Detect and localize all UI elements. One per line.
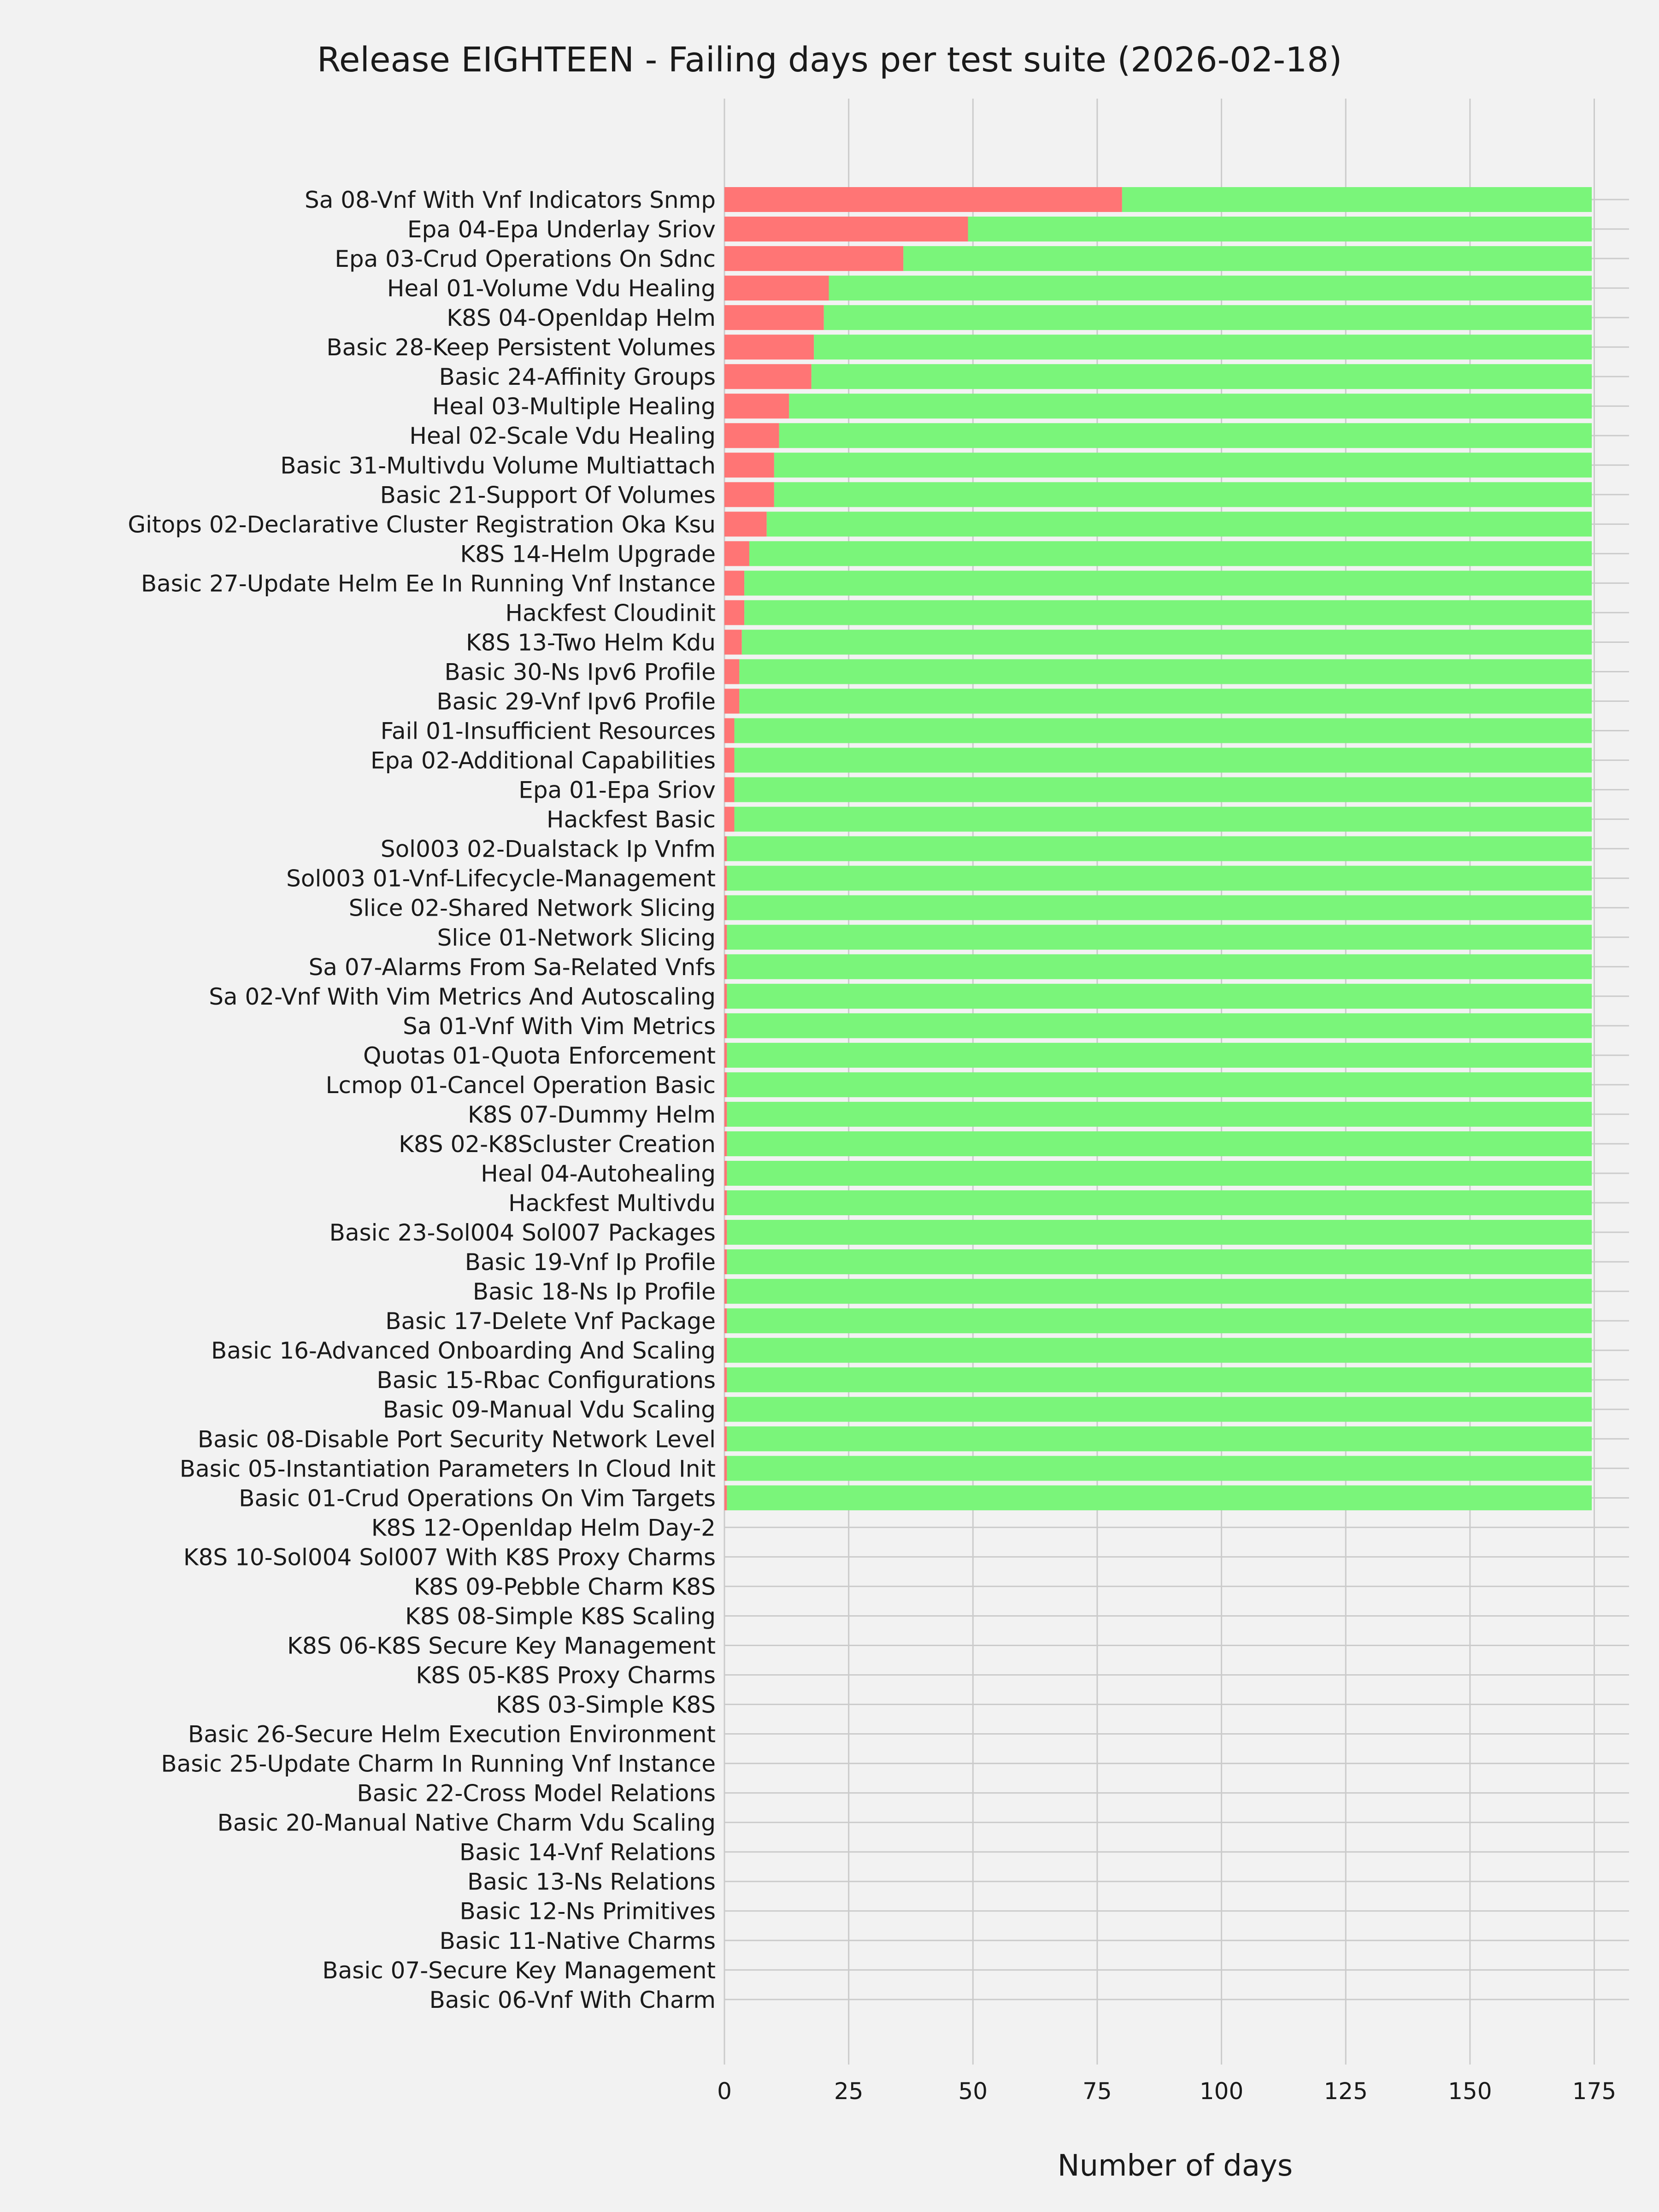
fail-bar (724, 217, 968, 241)
pass-bar (727, 1072, 1592, 1097)
fail-bar (724, 1102, 727, 1127)
y-tick-label: Basic 01-Crud Operations On Vim Targets (239, 1485, 716, 1512)
fail-bar (724, 1456, 727, 1481)
y-tick-label: Basic 22-Cross Model Relations (357, 1780, 716, 1807)
fail-bar (724, 1072, 727, 1097)
fail-bar (724, 276, 829, 300)
fail-bar (724, 1485, 727, 1510)
pass-bar (1122, 187, 1592, 212)
y-tick-label: K8S 14-Helm Upgrade (460, 541, 716, 568)
pass-bar (727, 984, 1592, 1009)
pass-bar (749, 541, 1592, 566)
y-tick-label: Heal 01-Volume Vdu Healing (387, 275, 716, 302)
fail-bar (724, 1161, 727, 1186)
y-tick-label: Heal 02-Scale Vdu Healing (409, 423, 716, 450)
pass-bar (727, 1190, 1592, 1215)
pass-bar (824, 305, 1592, 330)
pass-bar (727, 1456, 1592, 1481)
y-tick-label: Basic 26-Secure Helm Execution Environment (188, 1721, 716, 1748)
pass-bar (727, 1043, 1592, 1068)
pass-bar (727, 925, 1592, 950)
fail-bar (724, 954, 727, 979)
y-tick-label: Gitops 02-Declarative Cluster Registration Oka Ksu (128, 511, 716, 538)
fail-bar (724, 1190, 727, 1215)
pass-bar (727, 1338, 1592, 1363)
fail-bar (724, 1397, 727, 1422)
y-tick-label: Basic 06-Vnf With Charm (429, 1986, 716, 2013)
pass-bar (829, 276, 1592, 300)
x-tick-label: 125 (1324, 2078, 1368, 2105)
fail-bar (724, 895, 727, 920)
pass-bar (727, 1013, 1592, 1038)
x-tick-label: 25 (834, 2078, 864, 2105)
y-tick-label: Basic 19-Vnf Ip Profile (465, 1249, 716, 1276)
y-tick-label: Heal 04-Autohealing (481, 1160, 716, 1187)
fail-bar (724, 423, 779, 448)
fail-bar (724, 1131, 727, 1156)
y-tick-label: Basic 08-Disable Port Security Network Level (197, 1426, 716, 1453)
y-tick-label: Basic 18-Ns Ip Profile (472, 1278, 716, 1306)
y-tick-label: K8S 12-Openldap Helm Day-2 (371, 1514, 716, 1541)
pass-bar (727, 866, 1592, 891)
pass-bar (742, 629, 1592, 654)
pass-bar (735, 748, 1592, 773)
pass-bar (744, 571, 1592, 595)
y-tick-label: K8S 13-Two Helm Kdu (465, 629, 716, 656)
pass-bar (739, 659, 1592, 684)
x-tick-label: 0 (717, 2078, 732, 2105)
y-tick-label: Basic 31-Multivdu Volume Multiattach (280, 452, 716, 479)
pass-bar (727, 1161, 1592, 1186)
fail-bar (724, 1043, 727, 1068)
pass-bar (727, 1485, 1592, 1510)
fail-bar (724, 866, 727, 891)
pass-bar (735, 807, 1592, 832)
y-tick-label: Fail 01-Insufficient Resources (380, 718, 716, 745)
y-tick-label: Epa 01-Epa Sriov (518, 777, 716, 804)
y-tick-label: K8S 04-Openldap Helm (447, 305, 716, 332)
pass-bar (727, 836, 1592, 861)
y-tick-label: K8S 09-Pebble Charm K8S (414, 1573, 716, 1600)
y-tick-label: Sa 07-Alarms From Sa-Related Vnfs (308, 953, 716, 981)
fail-bar (724, 1367, 727, 1392)
x-tick-label: 175 (1572, 2078, 1617, 2105)
fail-bar (724, 600, 744, 625)
fail-bar (724, 187, 1122, 212)
fail-bar (724, 482, 774, 507)
pass-bar (744, 600, 1592, 625)
y-tick-label: Basic 15-Rbac Configurations (377, 1367, 716, 1394)
fail-bar (724, 925, 727, 950)
pass-bar (727, 1308, 1592, 1333)
fail-bar (724, 718, 735, 743)
pass-bar (735, 718, 1592, 743)
fail-bar (724, 453, 774, 477)
y-tick-label: Hackfest Multivdu (508, 1190, 716, 1217)
x-tick-label: 75 (1082, 2078, 1112, 2105)
fail-bar (724, 305, 824, 330)
y-tick-label: Sa 02-Vnf With Vim Metrics And Autoscaling (209, 983, 716, 1010)
y-tick-label: Slice 02-Shared Network Slicing (348, 894, 716, 922)
y-tick-label: Basic 23-Sol004 Sol007 Packages (329, 1219, 716, 1247)
y-tick-label: Basic 13-Ns Relations (467, 1868, 716, 1895)
y-tick-label: Heal 03-Multiple Healing (432, 393, 716, 420)
pass-bar (727, 1220, 1592, 1245)
pass-bar (779, 423, 1592, 448)
x-tick-label: 100 (1199, 2078, 1244, 2105)
pass-bar (774, 482, 1592, 507)
pass-bar (727, 1426, 1592, 1451)
fail-bar (724, 541, 749, 566)
fail-bar (724, 689, 739, 714)
x-tick-label: 150 (1448, 2078, 1492, 2105)
fail-bar (724, 836, 727, 861)
fail-bar (724, 512, 767, 536)
y-tick-label: Hackfest Basic (547, 806, 716, 833)
y-tick-label: Epa 02-Additional Capabilities (371, 747, 716, 774)
chart-title: Release EIGHTEEN - Failing days per test suite (2026-02-18) (317, 40, 1342, 80)
pass-bar (727, 1249, 1592, 1274)
y-tick-label: Quotas 01-Quota Enforcement (363, 1042, 716, 1069)
pass-bar (814, 335, 1592, 359)
fail-bar (724, 364, 812, 389)
fail-bar (724, 807, 735, 832)
fail-bar (724, 246, 903, 271)
pass-bar (727, 1367, 1592, 1392)
pass-bar (767, 512, 1592, 536)
y-tick-label: Epa 04-Epa Underlay Sriov (407, 216, 716, 243)
fail-bar (724, 629, 742, 654)
fail-bar (724, 335, 814, 359)
y-tick-label: K8S 06-K8S Secure Key Management (287, 1632, 716, 1659)
y-tick-label: Sa 08-Vnf With Vnf Indicators Snmp (305, 187, 716, 213)
y-tick-label: Basic 30-Ns Ipv6 Profile (444, 659, 716, 686)
y-tick-label: K8S 02-K8Scluster Creation (399, 1130, 716, 1158)
y-tick-label: Lcmop 01-Cancel Operation Basic (325, 1071, 716, 1099)
y-tick-label: Basic 17-Delete Vnf Package (385, 1308, 716, 1335)
pass-bar (789, 394, 1592, 418)
y-tick-label: K8S 03-Simple K8S (496, 1691, 716, 1718)
y-tick-label: K8S 10-Sol004 Sol007 With K8S Proxy Charms (183, 1544, 716, 1571)
y-tick-label: Basic 09-Manual Vdu Scaling (382, 1396, 716, 1424)
pass-bar (727, 1397, 1592, 1422)
fail-bar (724, 571, 744, 595)
fail-bar (724, 984, 727, 1009)
y-tick-label: Basic 14-Vnf Relations (459, 1839, 716, 1866)
fail-bar (724, 1426, 727, 1451)
pass-bar (812, 364, 1592, 389)
bars (724, 187, 1592, 1510)
fail-bar (724, 1013, 727, 1038)
fail-bar (724, 777, 735, 802)
y-tick-label: Sol003 02-Dualstack Ip Vnfm (380, 835, 716, 863)
pass-bar (739, 689, 1592, 714)
pass-bar (727, 954, 1592, 979)
y-tick-label: Basic 11-Native Charms (439, 1927, 716, 1954)
y-tick-label: Basic 27-Update Helm Ee In Running Vnf Instance (141, 570, 716, 597)
x-axis-label: Number of days (1057, 2149, 1293, 2183)
y-tick-label: Basic 12-Ns Primitives (459, 1898, 716, 1925)
y-tick-label: Basic 05-Instantiation Parameters In Cloud Init (179, 1455, 716, 1483)
y-tick-label: K8S 08-Simple K8S Scaling (405, 1603, 716, 1630)
fail-bar (724, 1308, 727, 1333)
y-tick-label: Basic 21-Support Of Volumes (380, 482, 716, 509)
fail-bar (724, 1279, 727, 1304)
y-tick-label: Basic 16-Advanced Onboarding And Scaling (211, 1337, 716, 1365)
y-tick-label: Hackfest Cloudinit (505, 600, 716, 627)
fail-bar (724, 1338, 727, 1363)
pass-bar (774, 453, 1592, 477)
fail-bar (724, 659, 739, 684)
pass-bar (903, 246, 1592, 271)
y-tick-label: Epa 03-Crud Operations On Sdnc (335, 246, 716, 273)
fail-bar (724, 1220, 727, 1245)
pass-bar (727, 1102, 1592, 1127)
y-tick-label: Basic 28-Keep Persistent Volumes (326, 334, 716, 361)
pass-bar (735, 777, 1592, 802)
y-tick-label: Basic 20-Manual Native Charm Vdu Scaling (217, 1809, 716, 1836)
y-tick-label: Sa 01-Vnf With Vim Metrics (403, 1012, 716, 1040)
x-tick-label: 50 (958, 2078, 988, 2105)
y-tick-label: Slice 01-Network Slicing (437, 924, 716, 951)
pass-bar (727, 895, 1592, 920)
y-tick-label: Basic 07-Secure Key Management (322, 1957, 716, 1984)
y-tick-label: Basic 25-Update Charm In Running Vnf Instance (161, 1750, 716, 1777)
y-tick-label: K8S 07-Dummy Helm (468, 1101, 716, 1128)
pass-bar (727, 1279, 1592, 1304)
pass-bar (968, 217, 1592, 241)
fail-bar (724, 748, 735, 773)
y-tick-label: Basic 29-Vnf Ipv6 Profile (436, 688, 716, 715)
y-tick-label: Basic 24-Affinity Groups (439, 364, 716, 391)
pass-bar (727, 1131, 1592, 1156)
fail-bar (724, 394, 789, 418)
fail-bar (724, 1249, 727, 1274)
y-tick-label: K8S 05-K8S Proxy Charms (416, 1662, 716, 1689)
y-tick-label: Sol003 01-Vnf-Lifecycle-Management (286, 865, 716, 892)
